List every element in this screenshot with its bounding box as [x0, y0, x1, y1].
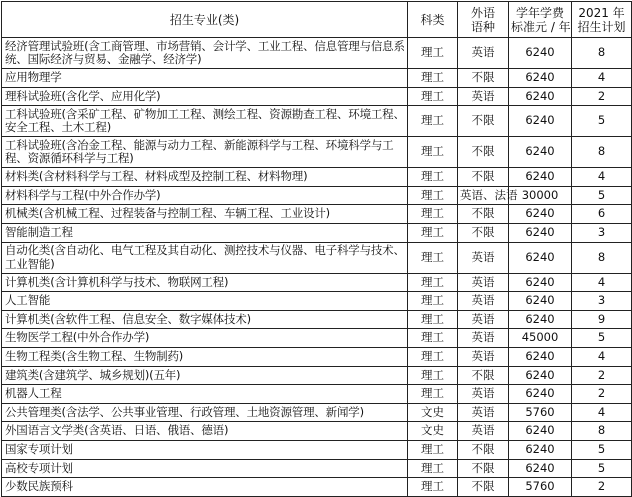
- cell-enrollment-plan: 8: [572, 38, 632, 69]
- cell-tuition: 6240: [509, 223, 572, 242]
- cell-type: 理工: [408, 106, 458, 137]
- cell-tuition: 6240: [509, 347, 572, 366]
- header-lang: [458, 2, 509, 38]
- table-row: [2, 186, 632, 205]
- cell-type: 理工: [408, 366, 458, 385]
- cell-type: 理工: [408, 87, 458, 106]
- cell-language: 英语: [458, 329, 509, 348]
- header-fee: [509, 2, 572, 38]
- cell-enrollment-plan: 3: [572, 223, 632, 242]
- cell-enrollment-plan: 5: [572, 186, 632, 205]
- table-row: [2, 310, 632, 329]
- cell-enrollment-plan: 8: [572, 242, 632, 273]
- cell-language: 英语、法语: [458, 186, 509, 205]
- table-row: [2, 440, 632, 459]
- header-lang-line1: 外语: [470, 5, 495, 20]
- table-row: [2, 329, 632, 348]
- header-type: [408, 2, 458, 38]
- header-plan-line2: 招生计划: [577, 19, 626, 34]
- header-row: [2, 2, 632, 38]
- cell-tuition: 6240: [509, 106, 572, 137]
- cell-major: 经济管理试验班(含工商管理、市场营销、会计学、工业工程、信息管理与信息系统、国际经济与贸易、金融学、经济学): [2, 38, 408, 69]
- cell-language: 不限: [458, 478, 509, 497]
- cell-enrollment-plan: 9: [572, 310, 632, 329]
- cell-type: 理工: [408, 478, 458, 497]
- admissions-plan-table: [1, 1, 632, 497]
- cell-enrollment-plan: 4: [572, 168, 632, 187]
- cell-tuition: 30000: [509, 186, 572, 205]
- cell-type: 理工: [408, 186, 458, 205]
- cell-language: 不限: [458, 205, 509, 224]
- cell-tuition: 6240: [509, 422, 572, 441]
- table-row: [2, 403, 632, 422]
- cell-enrollment-plan: 5: [572, 106, 632, 137]
- header-major-text: 招生专业(类): [169, 12, 240, 27]
- table-row: [2, 137, 632, 168]
- table-row: [2, 273, 632, 292]
- cell-tuition: 5760: [509, 403, 572, 422]
- table-row: [2, 87, 632, 106]
- cell-type: 理工: [408, 440, 458, 459]
- cell-enrollment-plan: 5: [572, 440, 632, 459]
- cell-tuition: 6240: [509, 205, 572, 224]
- cell-major: 材料科学与工程(中外合作办学): [2, 186, 408, 205]
- table-row: [2, 69, 632, 88]
- cell-enrollment-plan: 2: [572, 478, 632, 497]
- cell-type: 理工: [408, 385, 458, 404]
- cell-major: 计算机类(含软件工程、信息安全、数字媒体技术): [2, 310, 408, 329]
- table-row: [2, 459, 632, 478]
- cell-major: 建筑类(含建筑学、城乡规划)(五年): [2, 366, 408, 385]
- cell-language: 英语: [458, 403, 509, 422]
- cell-major: 计算机类(含计算机科学与技术、物联网工程): [2, 273, 408, 292]
- header-fee-line1: 学年学费: [515, 5, 564, 20]
- cell-enrollment-plan: 2: [572, 366, 632, 385]
- cell-language: 不限: [458, 366, 509, 385]
- cell-language: 不限: [458, 440, 509, 459]
- cell-language: 英语: [458, 242, 509, 273]
- table-row: [2, 347, 632, 366]
- header-fee-line2: 标准元 / 年: [511, 19, 571, 34]
- cell-language: 英语: [458, 273, 509, 292]
- cell-tuition: 6240: [509, 137, 572, 168]
- table-row: [2, 38, 632, 69]
- cell-type: 文史: [408, 403, 458, 422]
- cell-enrollment-plan: 3: [572, 292, 632, 311]
- cell-tuition: 6240: [509, 69, 572, 88]
- table-row: [2, 106, 632, 137]
- cell-language: 英语: [458, 38, 509, 69]
- cell-major: 公共管理类(含法学、公共事业管理、行政管理、土地资源管理、新闻学): [2, 403, 408, 422]
- table-row: [2, 366, 632, 385]
- table-header: [2, 2, 632, 38]
- cell-enrollment-plan: 2: [572, 385, 632, 404]
- cell-tuition: 6240: [509, 87, 572, 106]
- cell-tuition: 45000: [509, 329, 572, 348]
- cell-language: 英语: [458, 385, 509, 404]
- cell-major: 人工智能: [2, 292, 408, 311]
- cell-type: 理工: [408, 69, 458, 88]
- cell-language: 不限: [458, 137, 509, 168]
- cell-language: 英语: [458, 292, 509, 311]
- cell-language: 不限: [458, 106, 509, 137]
- table-row: [2, 385, 632, 404]
- header-type-text: 科类: [420, 12, 445, 27]
- table-row: [2, 292, 632, 311]
- cell-type: 文史: [408, 422, 458, 441]
- cell-type: 理工: [408, 329, 458, 348]
- cell-major: 生物医学工程(中外合作办学): [2, 329, 408, 348]
- cell-type: 理工: [408, 223, 458, 242]
- cell-type: 理工: [408, 38, 458, 69]
- cell-major: 外国语言文学类(含英语、日语、俄语、德语): [2, 422, 408, 441]
- cell-major: 工科试验班(含冶金工程、能源与动力工程、新能源科学与工程、环境科学与工程、资源循环科学与工程): [2, 137, 408, 168]
- header-plan: [572, 2, 632, 38]
- table-row: [2, 242, 632, 273]
- cell-tuition: 5760: [509, 478, 572, 497]
- cell-enrollment-plan: 8: [572, 137, 632, 168]
- cell-language: 不限: [458, 69, 509, 88]
- cell-language: 英语: [458, 347, 509, 366]
- cell-major: 材料类(含材料科学与工程、材料成型及控制工程、材料物理): [2, 168, 408, 187]
- cell-tuition: 6240: [509, 38, 572, 69]
- cell-enrollment-plan: 4: [572, 347, 632, 366]
- header-major: [2, 2, 408, 38]
- cell-type: 理工: [408, 242, 458, 273]
- cell-enrollment-plan: 5: [572, 459, 632, 478]
- cell-type: 理工: [408, 273, 458, 292]
- cell-type: 理工: [408, 168, 458, 187]
- cell-tuition: 6240: [509, 242, 572, 273]
- table-row: [2, 205, 632, 224]
- cell-type: 理工: [408, 347, 458, 366]
- table-row: [2, 223, 632, 242]
- cell-type: 理工: [408, 459, 458, 478]
- cell-tuition: 6240: [509, 273, 572, 292]
- cell-enrollment-plan: 5: [572, 329, 632, 348]
- cell-language: 英语: [458, 310, 509, 329]
- cell-enrollment-plan: 2: [572, 87, 632, 106]
- cell-type: 理工: [408, 137, 458, 168]
- cell-major: 应用物理学: [2, 69, 408, 88]
- cell-major: 自动化类(含自动化、电气工程及其自动化、测控技术与仪器、电子科学与技术、工业智能): [2, 242, 408, 273]
- cell-language: 不限: [458, 223, 509, 242]
- cell-language: 英语: [458, 87, 509, 106]
- cell-tuition: 6240: [509, 440, 572, 459]
- cell-enrollment-plan: 8: [572, 422, 632, 441]
- cell-enrollment-plan: 4: [572, 403, 632, 422]
- cell-language: 不限: [458, 168, 509, 187]
- cell-enrollment-plan: 6: [572, 205, 632, 224]
- cell-language: 不限: [458, 459, 509, 478]
- cell-major: 少数民族预科: [2, 478, 408, 497]
- cell-major: 理科试验班(含化学、应用化学): [2, 87, 408, 106]
- table-row: [2, 168, 632, 187]
- cell-major: 工科试验班(含采矿工程、矿物加工工程、测绘工程、资源勘查工程、环境工程、安全工程、土木工程): [2, 106, 408, 137]
- cell-enrollment-plan: 4: [572, 273, 632, 292]
- table-body: [2, 38, 632, 497]
- cell-major: 生物工程类(含生物工程、生物制药): [2, 347, 408, 366]
- cell-major: 机器人工程: [2, 385, 408, 404]
- cell-type: 理工: [408, 205, 458, 224]
- cell-type: 理工: [408, 292, 458, 311]
- cell-tuition: 6240: [509, 292, 572, 311]
- cell-tuition: 6240: [509, 310, 572, 329]
- cell-tuition: 6240: [509, 459, 572, 478]
- table-row: [2, 422, 632, 441]
- cell-language: 英语: [458, 422, 509, 441]
- header-plan-line1: 2021 年: [578, 5, 625, 20]
- table-row: [2, 478, 632, 497]
- cell-enrollment-plan: 4: [572, 69, 632, 88]
- cell-tuition: 6240: [509, 168, 572, 187]
- cell-major: 机械类(含机械工程、过程装备与控制工程、车辆工程、工业设计): [2, 205, 408, 224]
- cell-major: 智能制造工程: [2, 223, 408, 242]
- header-lang-line2: 语种: [470, 19, 495, 34]
- cell-tuition: 6240: [509, 385, 572, 404]
- cell-major: 高校专项计划: [2, 459, 408, 478]
- cell-tuition: 6240: [509, 366, 572, 385]
- cell-major: 国家专项计划: [2, 440, 408, 459]
- cell-type: 理工: [408, 310, 458, 329]
